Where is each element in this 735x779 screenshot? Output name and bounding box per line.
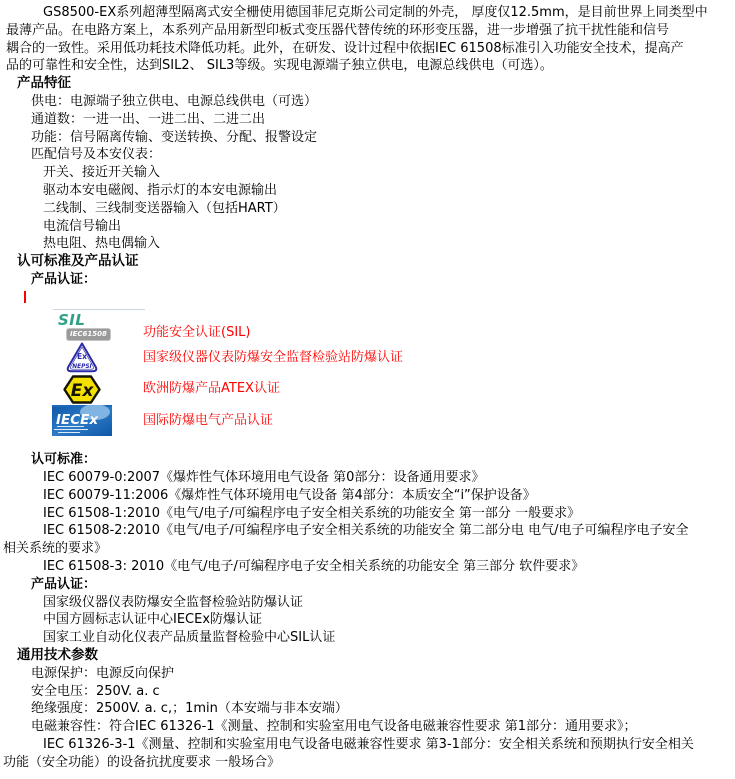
sil-iec61508-logo-icon xyxy=(50,308,114,342)
param-item-continuation: 功能（安全功能）的设备抗扰度要求 一般场合》 xyxy=(3,754,281,770)
logo-column xyxy=(50,405,114,436)
cert-label-iecex: 国际防爆电气产品认证 xyxy=(143,412,274,428)
features-heading: 产品特征 xyxy=(17,75,71,92)
cert-badge-row-sil xyxy=(0,306,735,342)
logo-column xyxy=(50,342,114,373)
standards-heading: 认可标准： xyxy=(31,452,97,468)
param-item: 电磁兼容性：符合IEC 61326-1《测量、控制和实验室用电气设备电磁兼容性要求 第1部分：通用要求》； xyxy=(31,719,637,735)
feature-item: 供电：电源端子独立供电、电源总线供电（可选） xyxy=(31,93,318,109)
product-cert-heading: 产品认证： xyxy=(31,271,97,287)
nepsi-name-text: NEPSI xyxy=(72,364,92,370)
feature-sub-item: 电流信号输出 xyxy=(43,218,122,234)
feature-sub-item: 开关、接近开关输入 xyxy=(43,165,161,181)
param-item: 安全电压：250V. a. c xyxy=(31,683,160,699)
cert-badge-row-iecex xyxy=(0,405,735,437)
cert-badge-row-nepsi xyxy=(0,342,735,374)
feature-item: 匹配信号及本安仪表： xyxy=(31,147,162,163)
standard-item-continuation: 相关系统的要求》 xyxy=(3,541,108,557)
iecex-logo-icon xyxy=(52,405,112,436)
cert-label-nepsi: 国家级仪器仪表防爆安全监督检验站防爆认证 xyxy=(143,349,404,365)
product-cert-item: 国家级仪器仪表防爆安全监督检验站防爆认证 xyxy=(43,594,304,610)
product-certs-heading: 产品认证： xyxy=(31,576,97,592)
product-cert-item: 中国方圆标志认证中心IECEx防爆认证 xyxy=(43,612,263,628)
sil-logo-subtext: IEC61508 xyxy=(67,329,110,340)
standard-item: IEC 60079-0:2007《爆炸性气体环境用电气设备 第0部分：设备通用要求》 xyxy=(43,470,485,486)
param-item: 电源保护：电源反向保护 xyxy=(31,665,175,681)
standard-item: IEC 61508-1:2010《电气/电子/可编程序电子安全相关系统的功能安全 第一部分 一般要求》 xyxy=(43,505,581,521)
nepsi-ex-text: Ex xyxy=(77,352,87,361)
cert-badge-row-atex xyxy=(0,373,735,405)
intro-line: 品的可靠性和安全性，达到SIL2、 SIL3等级。实现电源端子独立供电，电源总线供电（可选）。 xyxy=(6,58,553,74)
general-params-heading: 通用技术参数 xyxy=(17,647,98,664)
feature-sub-item: 热电阻、热电偶输入 xyxy=(43,236,161,252)
logo-top-border xyxy=(53,309,145,310)
logo-column xyxy=(50,308,114,342)
feature-item: 功能：信号隔离传输、变送转换、分配、报警设定 xyxy=(31,129,318,145)
standard-item: IEC 61508-3: 2010《电气/电子/可编程序电子安全相关系统的功能安全 第三部分 软件要求》 xyxy=(43,559,585,575)
standard-item: IEC 60079-11:2006《爆炸性气体环境用电气设备 第4部分：本质安全“i”保护设备》 xyxy=(43,487,536,503)
standard-item: IEC 61508-2:2010《电气/电子/可编程序电子安全相关系统的功能安全 第二部分电 电气/电子可编程序电子安全 xyxy=(43,523,689,539)
param-item-continuation: IEC 61326-3-1《测量、控制和实验室用电气设备电磁兼容性要求 第3-1部分：安全相关系统和预期执行安全相关 xyxy=(43,737,694,752)
certification-badges xyxy=(0,306,735,437)
feature-sub-item: 驱动本安电磁阀、指示灯的本安电源输出 xyxy=(43,182,278,198)
logo-column xyxy=(50,375,114,404)
text-cursor xyxy=(24,291,26,303)
intro-line: 最薄产品。在电路方案上，本系列产品用新型印板式变压器代替传统的环形变压器，进一步增强了抗干扰性能和信号 xyxy=(6,22,670,38)
atex-ex-hexagon-icon xyxy=(63,375,101,404)
certification-heading: 认可标准及产品认证 xyxy=(17,253,139,270)
intro-line: 耦合的一致性。采用低功耗技术降低功耗。此外，在研发、设计过程中依据IEC 61508标准引入功能安全技术，提高产 xyxy=(6,40,684,56)
feature-sub-item: 二线制、三线制变送器输入（包括HART） xyxy=(43,200,286,216)
atex-ex-text: Ex xyxy=(70,380,94,401)
sil-logo-text: SIL xyxy=(58,310,86,329)
iecex-text: IECEx xyxy=(56,412,99,428)
intro-line: GS8500-EX系列超薄型隔离式安全栅使用德国菲尼克斯公司定制的外壳， 厚度仅12.5mm，是目前世界上同类型中 xyxy=(43,5,708,20)
product-cert-item: 国家工业自动化仪表产品质量监督检验中心SIL认证 xyxy=(43,630,336,646)
cursor-row xyxy=(0,289,735,305)
param-item: 绝缘强度：2500V. a. c,；1min（本安端与非本安端） xyxy=(31,701,348,717)
cert-label-atex: 欧洲防爆产品ATEX认证 xyxy=(143,381,280,397)
nepsi-ex-logo-icon xyxy=(65,342,99,373)
cert-label-sil: 功能安全认证(SIL) xyxy=(143,324,251,340)
feature-item: 通道数：一进一出、一进二出、二进二出 xyxy=(31,111,266,127)
